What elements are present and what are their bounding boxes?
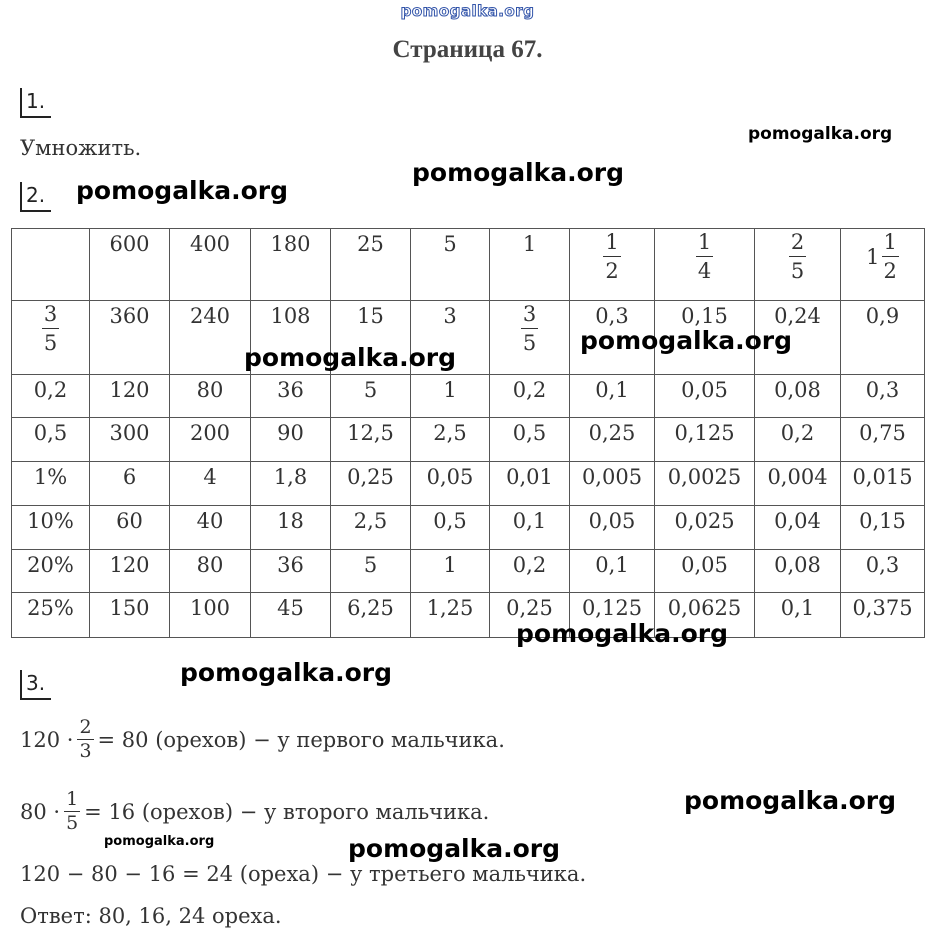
mixed-number xyxy=(866,232,899,282)
cell-value: 36 xyxy=(277,553,304,577)
cell-value: 1 xyxy=(522,232,537,256)
table-cell xyxy=(331,506,411,550)
table-cell xyxy=(755,375,841,418)
cell-value: 0,01 xyxy=(506,465,553,489)
table-cell xyxy=(170,550,251,593)
fraction xyxy=(521,302,538,355)
cell-value: 0,3 xyxy=(595,304,629,328)
table-cell xyxy=(570,506,655,550)
cell-value: 0,0025 xyxy=(667,465,742,489)
cell-value: 60 xyxy=(116,509,143,533)
cell-value: 6,25 xyxy=(347,596,394,620)
cell-value: 15 xyxy=(357,304,384,328)
numerator: 1 xyxy=(603,232,620,257)
fraction xyxy=(789,230,806,283)
cell-value: 1,25 xyxy=(426,596,474,620)
cell-value: 360 xyxy=(109,304,150,328)
cell-value: 0,2 xyxy=(512,553,547,577)
table-cell xyxy=(331,375,411,418)
multiplication-table xyxy=(11,228,925,638)
cell-value: 0,125 xyxy=(674,421,735,445)
solution-line-1 xyxy=(20,718,505,761)
cell-value: 0,025 xyxy=(674,509,735,533)
table-cell xyxy=(170,462,251,506)
task-1-number: 1. xyxy=(20,88,51,118)
table-cell xyxy=(90,506,170,550)
table-cell xyxy=(251,593,331,638)
numerator: 3 xyxy=(42,304,59,329)
table-cell xyxy=(755,462,841,506)
table-cell xyxy=(12,301,90,375)
table-cell xyxy=(411,229,490,301)
watermark: pomogalka.org xyxy=(180,658,393,687)
table-cell xyxy=(490,375,570,418)
table-cell xyxy=(755,418,841,462)
solution-line-2-lhs: 80 · xyxy=(20,799,61,824)
table-cell xyxy=(841,593,925,638)
cell-value: 3 xyxy=(443,304,457,328)
table-cell xyxy=(12,418,90,462)
whole-part: 1 xyxy=(866,245,880,269)
table-cell xyxy=(90,375,170,418)
numerator: 1 xyxy=(696,232,713,257)
fraction-two-thirds: $\frac{2}{3}$ xyxy=(79,716,92,762)
solution-line-2-rhs: = 16 (орехов) − у второго мальчика. xyxy=(84,799,490,824)
cell-value: 600 xyxy=(109,232,150,256)
cell-value: 0,2 xyxy=(780,421,815,445)
cell-value: 2,5 xyxy=(353,509,388,533)
cell-value: 300 xyxy=(109,421,150,445)
cell-value: 5 xyxy=(363,553,378,577)
table-cell xyxy=(90,301,170,375)
table-cell xyxy=(755,506,841,550)
table-cell xyxy=(90,593,170,638)
table-cell xyxy=(655,229,755,301)
table-cell xyxy=(570,550,655,593)
fraction xyxy=(603,230,620,283)
cell-value: 5 xyxy=(443,232,457,256)
denominator: 5 xyxy=(43,331,58,355)
cell-value: 0,05 xyxy=(681,553,728,577)
table-cell xyxy=(655,375,755,418)
cell-value: 108 xyxy=(270,304,311,328)
cell-value: 0,75 xyxy=(859,421,906,445)
cell-value: 0,25 xyxy=(506,596,553,620)
cell-value: 0,1 xyxy=(780,596,815,620)
cell-value: 36 xyxy=(277,378,304,402)
cell-value: 45 xyxy=(277,596,304,620)
cell-value: 400 xyxy=(189,232,231,256)
table-cell xyxy=(170,301,251,375)
cell-value: 0,08 xyxy=(774,553,821,577)
table-cell xyxy=(251,462,331,506)
cell-value: 0,05 xyxy=(426,465,474,489)
cell-value: 5 xyxy=(363,378,378,402)
solution-line-1-lhs: 120 · xyxy=(20,727,74,752)
cell-value: 0,1 xyxy=(595,553,629,577)
cell-value: 0,04 xyxy=(774,509,821,533)
cell-value: 150 xyxy=(109,596,150,620)
cell-value: 240 xyxy=(189,304,231,328)
watermark: pomogalka.org xyxy=(244,343,457,372)
table-cell xyxy=(841,550,925,593)
table-row xyxy=(12,418,925,462)
cell-value: 0,5 xyxy=(512,421,547,445)
cell-value: 12,5 xyxy=(347,421,394,445)
table-cell xyxy=(331,550,411,593)
table-cell xyxy=(170,593,251,638)
table-cell xyxy=(331,462,411,506)
table-cell xyxy=(490,550,570,593)
table-cell xyxy=(655,506,755,550)
solution-line-2 xyxy=(20,790,489,833)
table-cell xyxy=(841,375,925,418)
watermark: pomogalka.org xyxy=(516,619,729,648)
table-cell xyxy=(12,229,90,301)
table-cell xyxy=(251,229,331,301)
cell-value: 80 xyxy=(196,378,224,402)
table-cell xyxy=(12,550,90,593)
cell-value: 0,125 xyxy=(581,596,643,620)
cell-value: 80 xyxy=(196,553,224,577)
watermark: pomogalka.org xyxy=(412,158,625,187)
cell-value: 120 xyxy=(109,553,150,577)
cell-value: 25% xyxy=(27,596,74,620)
table-cell xyxy=(411,506,490,550)
cell-value: 0,375 xyxy=(852,596,913,620)
cell-value: 100 xyxy=(189,596,231,620)
cell-value: 18 xyxy=(277,509,304,533)
cell-value: 4 xyxy=(203,465,217,489)
fraction xyxy=(42,302,59,355)
cell-value: 20% xyxy=(27,553,74,577)
table-cell xyxy=(12,506,90,550)
cell-value: 0,05 xyxy=(588,509,636,533)
cell-value: 0,15 xyxy=(681,304,728,328)
table-cell xyxy=(331,418,411,462)
cell-value: 10% xyxy=(27,509,74,533)
table-row xyxy=(12,375,925,418)
table-cell xyxy=(841,301,925,375)
watermark: pomogalka.org xyxy=(104,834,215,849)
solution-line-3: 120 − 80 − 16 = 24 (ореха) − у третьего мальчика. xyxy=(20,862,587,886)
cell-value: 0,3 xyxy=(865,553,900,577)
table-cell xyxy=(655,550,755,593)
table-cell xyxy=(170,418,251,462)
cell-value: 1 xyxy=(443,378,457,402)
table-cell xyxy=(570,229,655,301)
cell-value: 0,004 xyxy=(767,465,828,489)
cell-value: 0,0625 xyxy=(667,596,742,620)
table-cell xyxy=(490,418,570,462)
denominator: 2 xyxy=(883,259,897,283)
task-2-number: 2. xyxy=(20,182,51,212)
numerator: 3 xyxy=(521,304,538,329)
cell-value: 0,05 xyxy=(681,378,728,402)
table-cell xyxy=(251,506,331,550)
cell-value: 90 xyxy=(277,421,304,445)
table-cell xyxy=(251,550,331,593)
table-cell xyxy=(12,375,90,418)
table-cell xyxy=(570,418,655,462)
cell-value: 120 xyxy=(109,378,150,402)
table-cell xyxy=(755,593,841,638)
table-cell xyxy=(655,418,755,462)
solution-line-1-rhs: = 80 (орехов) − у первого мальчика. xyxy=(97,727,505,752)
table-cell xyxy=(841,418,925,462)
table-cell xyxy=(490,301,570,375)
cell-value: 6 xyxy=(122,465,137,489)
table-cell xyxy=(490,506,570,550)
table-cell xyxy=(841,229,925,301)
table-cell xyxy=(251,418,331,462)
denominator: 5 xyxy=(790,259,805,283)
table-cell xyxy=(411,418,490,462)
table-cell xyxy=(841,506,925,550)
numerator: 1 xyxy=(882,232,899,257)
table-cell xyxy=(570,462,655,506)
fraction-stack xyxy=(789,232,806,282)
cell-value: 200 xyxy=(189,421,231,445)
table-row xyxy=(12,506,925,550)
cell-value: 1,8 xyxy=(273,465,308,489)
fraction-stack xyxy=(42,304,59,354)
fraction-stack xyxy=(603,232,620,282)
denominator: 4 xyxy=(697,259,712,283)
cell-value: 0,005 xyxy=(581,465,643,489)
watermark: pomogalka.org xyxy=(748,124,893,144)
table-row xyxy=(12,550,925,593)
cell-value: 40 xyxy=(196,509,224,533)
fraction-stack xyxy=(521,304,538,354)
table-cell xyxy=(251,375,331,418)
watermark: pomogalka.org xyxy=(684,786,897,815)
watermark: pomogalka.org xyxy=(580,326,793,355)
cell-value: 180 xyxy=(270,232,311,256)
cell-value: 0,25 xyxy=(588,421,636,445)
cell-value: 1 xyxy=(443,553,457,577)
table-cell xyxy=(411,593,490,638)
cell-value: 25 xyxy=(357,232,384,256)
table-cell xyxy=(411,462,490,506)
table-cell xyxy=(12,462,90,506)
fraction xyxy=(696,230,713,283)
table-cell xyxy=(755,229,841,301)
watermark: pomogalka.org xyxy=(76,176,289,205)
cell-value: 0,25 xyxy=(347,465,394,489)
table-cell xyxy=(90,550,170,593)
task-3-number: 3. xyxy=(20,670,51,700)
cell-value: 0,1 xyxy=(512,509,547,533)
table-cell xyxy=(411,550,490,593)
table-row xyxy=(12,593,925,638)
table-cell xyxy=(490,462,570,506)
site-logo-top: pomogalka.org xyxy=(400,2,535,20)
fraction-stack xyxy=(696,232,713,282)
page-title: Страница 67. xyxy=(392,36,543,63)
table-cell xyxy=(331,229,411,301)
table-cell xyxy=(570,375,655,418)
cell-value: 0,24 xyxy=(774,304,821,328)
cell-value: 2,5 xyxy=(433,421,467,445)
watermark: pomogalka.org xyxy=(348,834,561,863)
denominator: 5 xyxy=(522,331,537,355)
table-cell xyxy=(841,462,925,506)
table-cell xyxy=(411,375,490,418)
cell-value: 0,9 xyxy=(865,304,900,328)
cell-value: 0,1 xyxy=(595,378,629,402)
cell-value: 0,08 xyxy=(774,378,821,402)
table-cell xyxy=(490,229,570,301)
answer-line: Ответ: 80, 16, 24 ореха. xyxy=(20,904,282,928)
table-header-row xyxy=(12,229,925,301)
table-cell xyxy=(655,462,755,506)
table-cell xyxy=(331,593,411,638)
cell-value: 0,5 xyxy=(433,509,467,533)
fraction-stack xyxy=(882,232,899,282)
cell-value: 1% xyxy=(33,465,68,489)
table-cell xyxy=(90,229,170,301)
cell-value: 0,5 xyxy=(33,421,68,445)
table-cell xyxy=(170,506,251,550)
table-cell xyxy=(170,229,251,301)
table-cell xyxy=(90,418,170,462)
table-cell xyxy=(170,375,251,418)
denominator: 2 xyxy=(605,259,619,283)
table-cell xyxy=(90,462,170,506)
cell-value: 0,015 xyxy=(852,465,913,489)
table-cell xyxy=(755,550,841,593)
cell-value: 0,2 xyxy=(512,378,547,402)
cell-value: 0,3 xyxy=(865,378,900,402)
numerator: 2 xyxy=(789,232,806,257)
table-row xyxy=(12,462,925,506)
task-1-text: Умножить. xyxy=(20,136,142,160)
cell-value: 0,15 xyxy=(859,509,906,533)
fraction-one-fifth: $\frac{1}{5}$ xyxy=(66,788,79,834)
table-cell xyxy=(12,593,90,638)
cell-value: 0,2 xyxy=(33,378,68,402)
